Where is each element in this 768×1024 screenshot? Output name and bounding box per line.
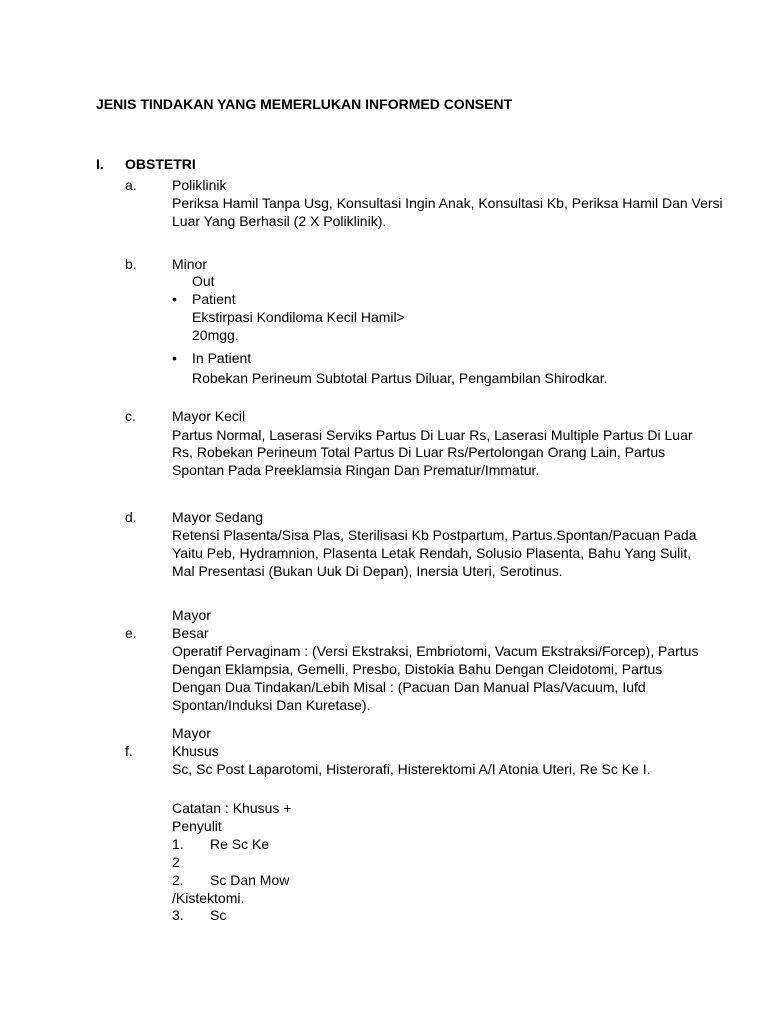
catatan-num-2: 2. (172, 872, 184, 888)
item-b-patient-line-1: Ekstirpasi Kondiloma Kecil Hamil> (192, 309, 405, 325)
item-f-letter: f. (125, 743, 133, 759)
bullet-icon: • (172, 291, 177, 307)
document-title: JENIS TINDAKAN YANG MEMERLUKAN INFORMED CONSENT (96, 96, 513, 112)
item-c-name: Mayor Kecil (172, 408, 246, 424)
item-d-line-3: Mal Presentasi (Bukan Uuk Di Depan), Inersia Uteri, Serotinus. (172, 563, 563, 579)
catatan-num-3: 3. (172, 907, 184, 923)
catatan-text-3: Sc (210, 907, 227, 923)
item-e-line-1: Operatif Pervaginam : (Versi Ekstraksi, Embriotomi, Vacum Ekstraksi/Forcep), Partus (172, 643, 699, 659)
item-a-line-1: Periksa Hamil Tanpa Usg, Konsultasi Ingin Anak, Konsultasi Kb, Periksa Hamil Dan Versi (172, 195, 723, 211)
item-b-patient-label: Patient (192, 291, 236, 307)
item-a-letter: a. (125, 177, 137, 193)
item-c-line-1: Partus Normal, Laserasi Serviks Partus Di Luar Rs, Laserasi Multiple Partus Di Luar (172, 427, 693, 443)
item-d-line-1: Retensi Plasenta/Sisa Plas, Sterilisasi Kb Postpartum, Partus.Spontan/Pacuan Pada (172, 527, 697, 543)
item-d-letter: d. (125, 509, 137, 525)
catatan-num-1: 1. (172, 836, 184, 852)
item-b-inpatient-label: In Patient (192, 350, 252, 366)
section-number: I. (96, 156, 104, 172)
item-c-letter: c. (125, 408, 136, 424)
catatan-text-1b: 2 (172, 854, 180, 870)
catatan-text-2b: /Kistektomi. (172, 890, 245, 906)
item-b-letter: b. (125, 256, 137, 272)
catatan-line-1: Catatan : Khusus + (172, 800, 292, 816)
item-e-name-2: Besar (172, 625, 209, 641)
bullet-icon: • (172, 350, 177, 366)
item-f-line: Sc, Sc Post Laparotomi, Histerorafi, Histerektomi A/I Atonia Uteri, Re Sc Ke I. (172, 761, 651, 777)
item-c-line-3: Spontan Pada Preeklamsia Ringan Dan Prematur/Immatur. (172, 462, 540, 478)
item-a-line-2: Luar Yang Berhasil (2 X Poliklinik). (172, 213, 387, 229)
catatan-text-1: Re Sc Ke (210, 836, 270, 852)
item-e-line-2: Dengan Eklampsia, Gemelli, Presbo, Distokia Bahu Dengan Cleidotomi, Partus (172, 661, 663, 677)
item-a-name: Poliklinik (172, 177, 227, 193)
item-d-name: Mayor Sedang (172, 509, 264, 525)
catatan-line-2: Penyulit (172, 818, 222, 834)
item-e-line-4: Spontan/Induksi Dan Kuretase). (172, 697, 371, 713)
item-f-name-1: Mayor (172, 725, 211, 741)
item-f-name-2: Khusus (172, 743, 219, 759)
item-e-letter: e. (125, 625, 137, 641)
item-b-patient-line-2: 20mgg. (192, 327, 239, 343)
item-b-out-label: Out (192, 273, 215, 289)
item-e-line-3: Dengan Dua Tindakan/Lebih Misal : (Pacuan Dan Manual Plas/Vacuum, Iufd (172, 679, 646, 695)
item-e-name-1: Mayor (172, 607, 211, 623)
item-c-line-2: Rs, Robekan Perineum Total Partus Di Luar Rs/Pertolongan Orang Lain, Partus (172, 444, 666, 460)
catatan-text-2: Sc Dan Mow (210, 872, 290, 888)
item-b-inpatient-line: Robekan Perineum Subtotal Partus Diluar, Pengambilan Shirodkar. (192, 370, 608, 386)
section-heading: OBSTETRI (125, 156, 196, 172)
item-b-name: Minor (172, 256, 208, 272)
item-d-line-2: Yaitu Peb, Hydramnion, Plasenta Letak Rendah, Solusio Plasenta, Bahu Yang Sulit, (172, 545, 692, 561)
